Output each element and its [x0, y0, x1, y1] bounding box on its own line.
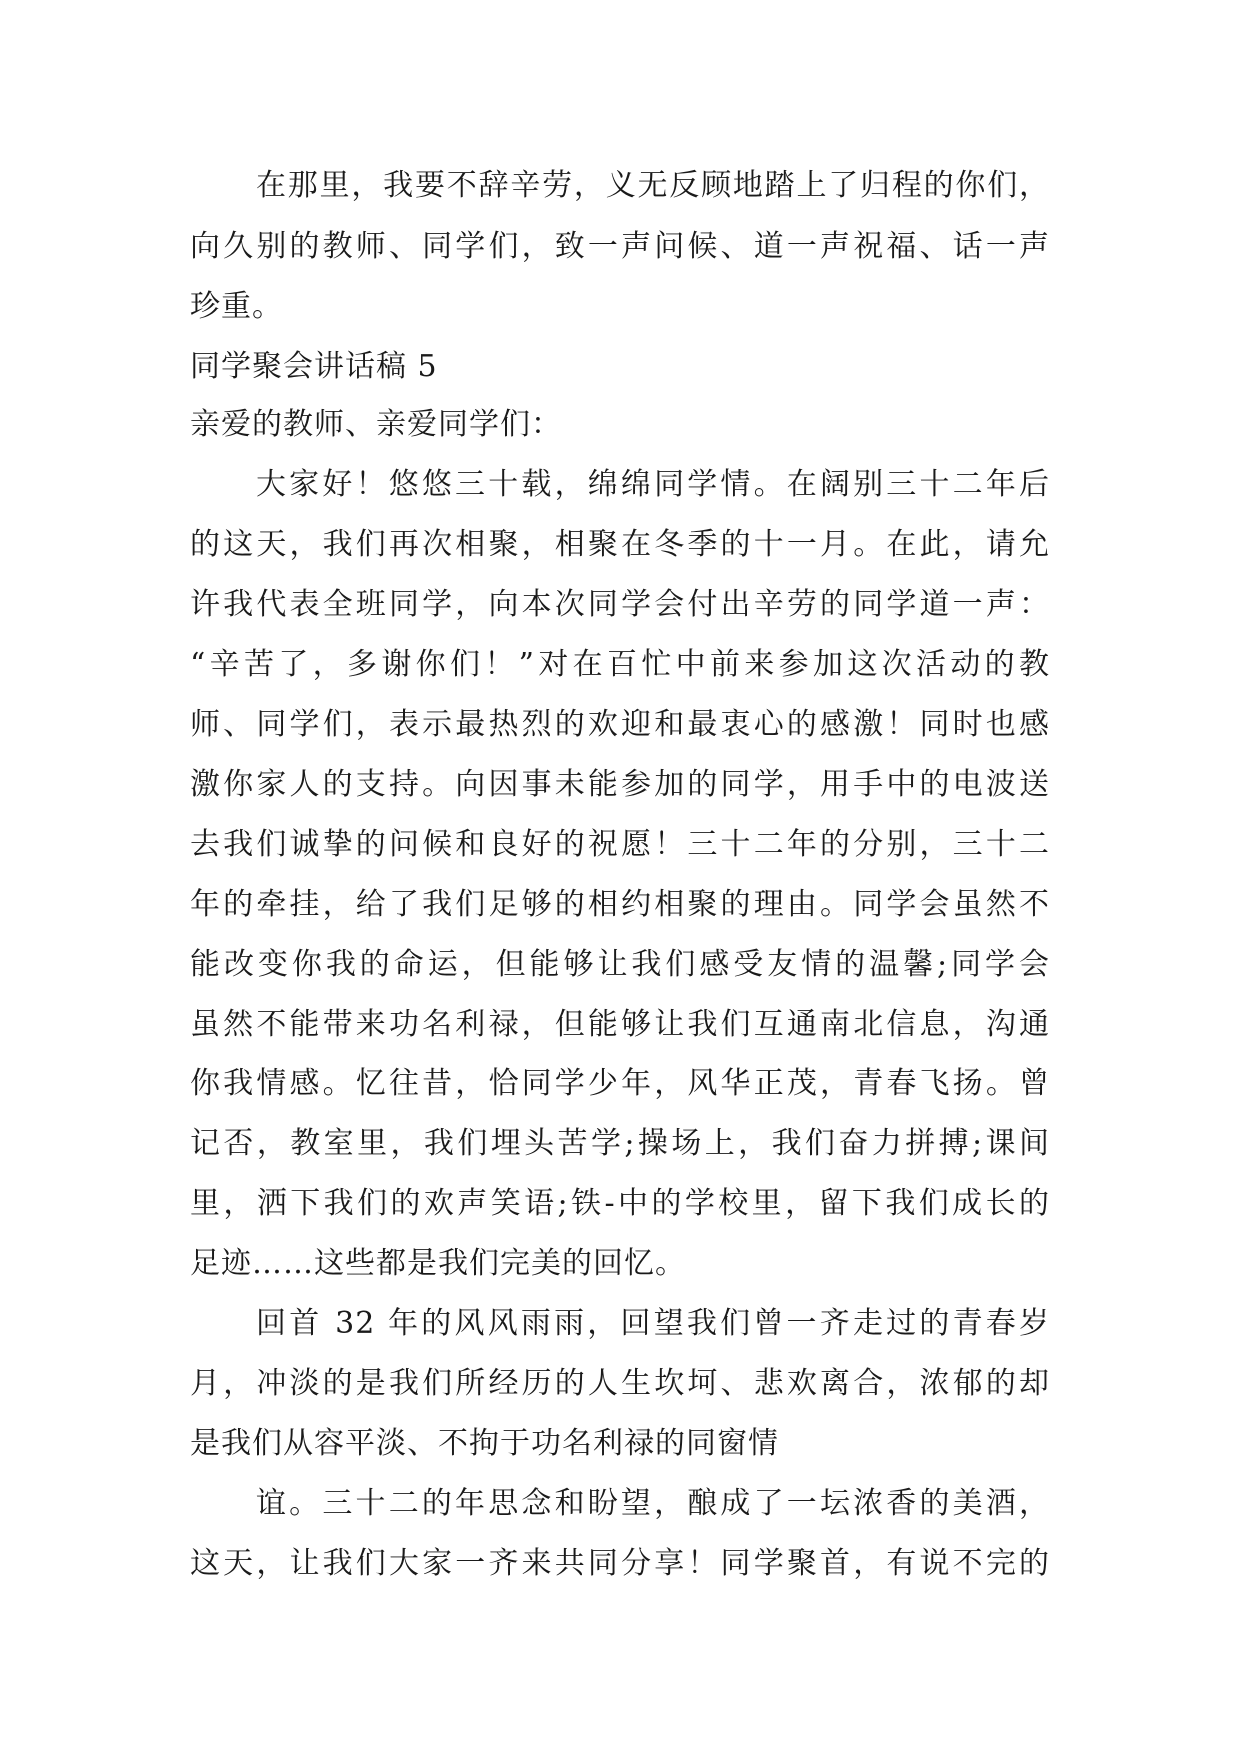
paragraph-line: 是我们从容平淡、不拘于功名利禄的同窗情: [190, 1426, 779, 1461]
paragraph-line: 珍重。: [190, 289, 283, 324]
paragraph-line: 的这天，我们再次相聚，相聚在冬季的十一月。在此，请允: [190, 527, 1050, 562]
paragraph-line: 足迹……这些都是我们完美的回忆。: [190, 1246, 686, 1281]
paragraph-line: 年的牵挂，给了我们足够的相约相聚的理由。同学会虽然不: [190, 887, 1050, 922]
paragraph-line: 你我情感。忆往昔，恰同学少年，风华正茂，青春飞扬。曾: [190, 1066, 1050, 1101]
paragraph-line: 师、同学们，表示最热烈的欢迎和最衷心的感激！同时也感: [190, 707, 1050, 742]
paragraph-line: 在那里，我要不辞辛劳，义无反顾地踏上了归程的你们，: [256, 168, 1050, 203]
section-heading: 同学聚会讲话稿 5: [190, 349, 438, 384]
paragraph-line: 记否，教室里，我们埋头苦学;操场上，我们奋力拼搏;课间: [190, 1126, 1050, 1161]
paragraph-line: 大家好！悠悠三十载，绵绵同学情。在阔别三十二年后: [256, 467, 1050, 502]
paragraph-line: 虽然不能带来功名利禄，但能够让我们互通南北信息，沟通: [190, 1007, 1050, 1042]
paragraph-line: 能改变你我的命运，但能够让我们感受友情的温馨;同学会: [190, 947, 1050, 982]
paragraph-line: 里，洒下我们的欢声笑语;铁-中的学校里，留下我们成长的: [190, 1186, 1050, 1221]
paragraph-line: 谊。三十二的年思念和盼望，酿成了一坛浓香的美酒，: [256, 1486, 1050, 1521]
paragraph-line: 月，冲淡的是我们所经历的人生坎坷、悲欢离合，浓郁的却: [190, 1366, 1050, 1401]
paragraph-line: 去我们诚挚的问候和良好的祝愿！三十二年的分别，三十二: [190, 827, 1050, 862]
paragraph-line: 许我代表全班同学，向本次同学会付出辛劳的同学道一声：: [190, 587, 1050, 622]
paragraph-line: 激你家人的支持。向因事未能参加的同学，用手中的电波送: [190, 767, 1050, 802]
salutation: 亲爱的教师、亲爱同学们：: [190, 407, 562, 442]
paragraph-line: 向久别的教师、同学们，致一声问候、道一声祝福、话一声: [190, 229, 1050, 264]
paragraph-line: 回首 32 年的风风雨雨，回望我们曾一齐走过的青春岁: [256, 1306, 1050, 1341]
paragraph-line: “辛苦了，多谢你们！”对在百忙中前来参加这次活动的教: [190, 647, 1050, 682]
paragraph-line: 这天，让我们大家一齐来共同分享！同学聚首，有说不完的: [190, 1546, 1050, 1581]
